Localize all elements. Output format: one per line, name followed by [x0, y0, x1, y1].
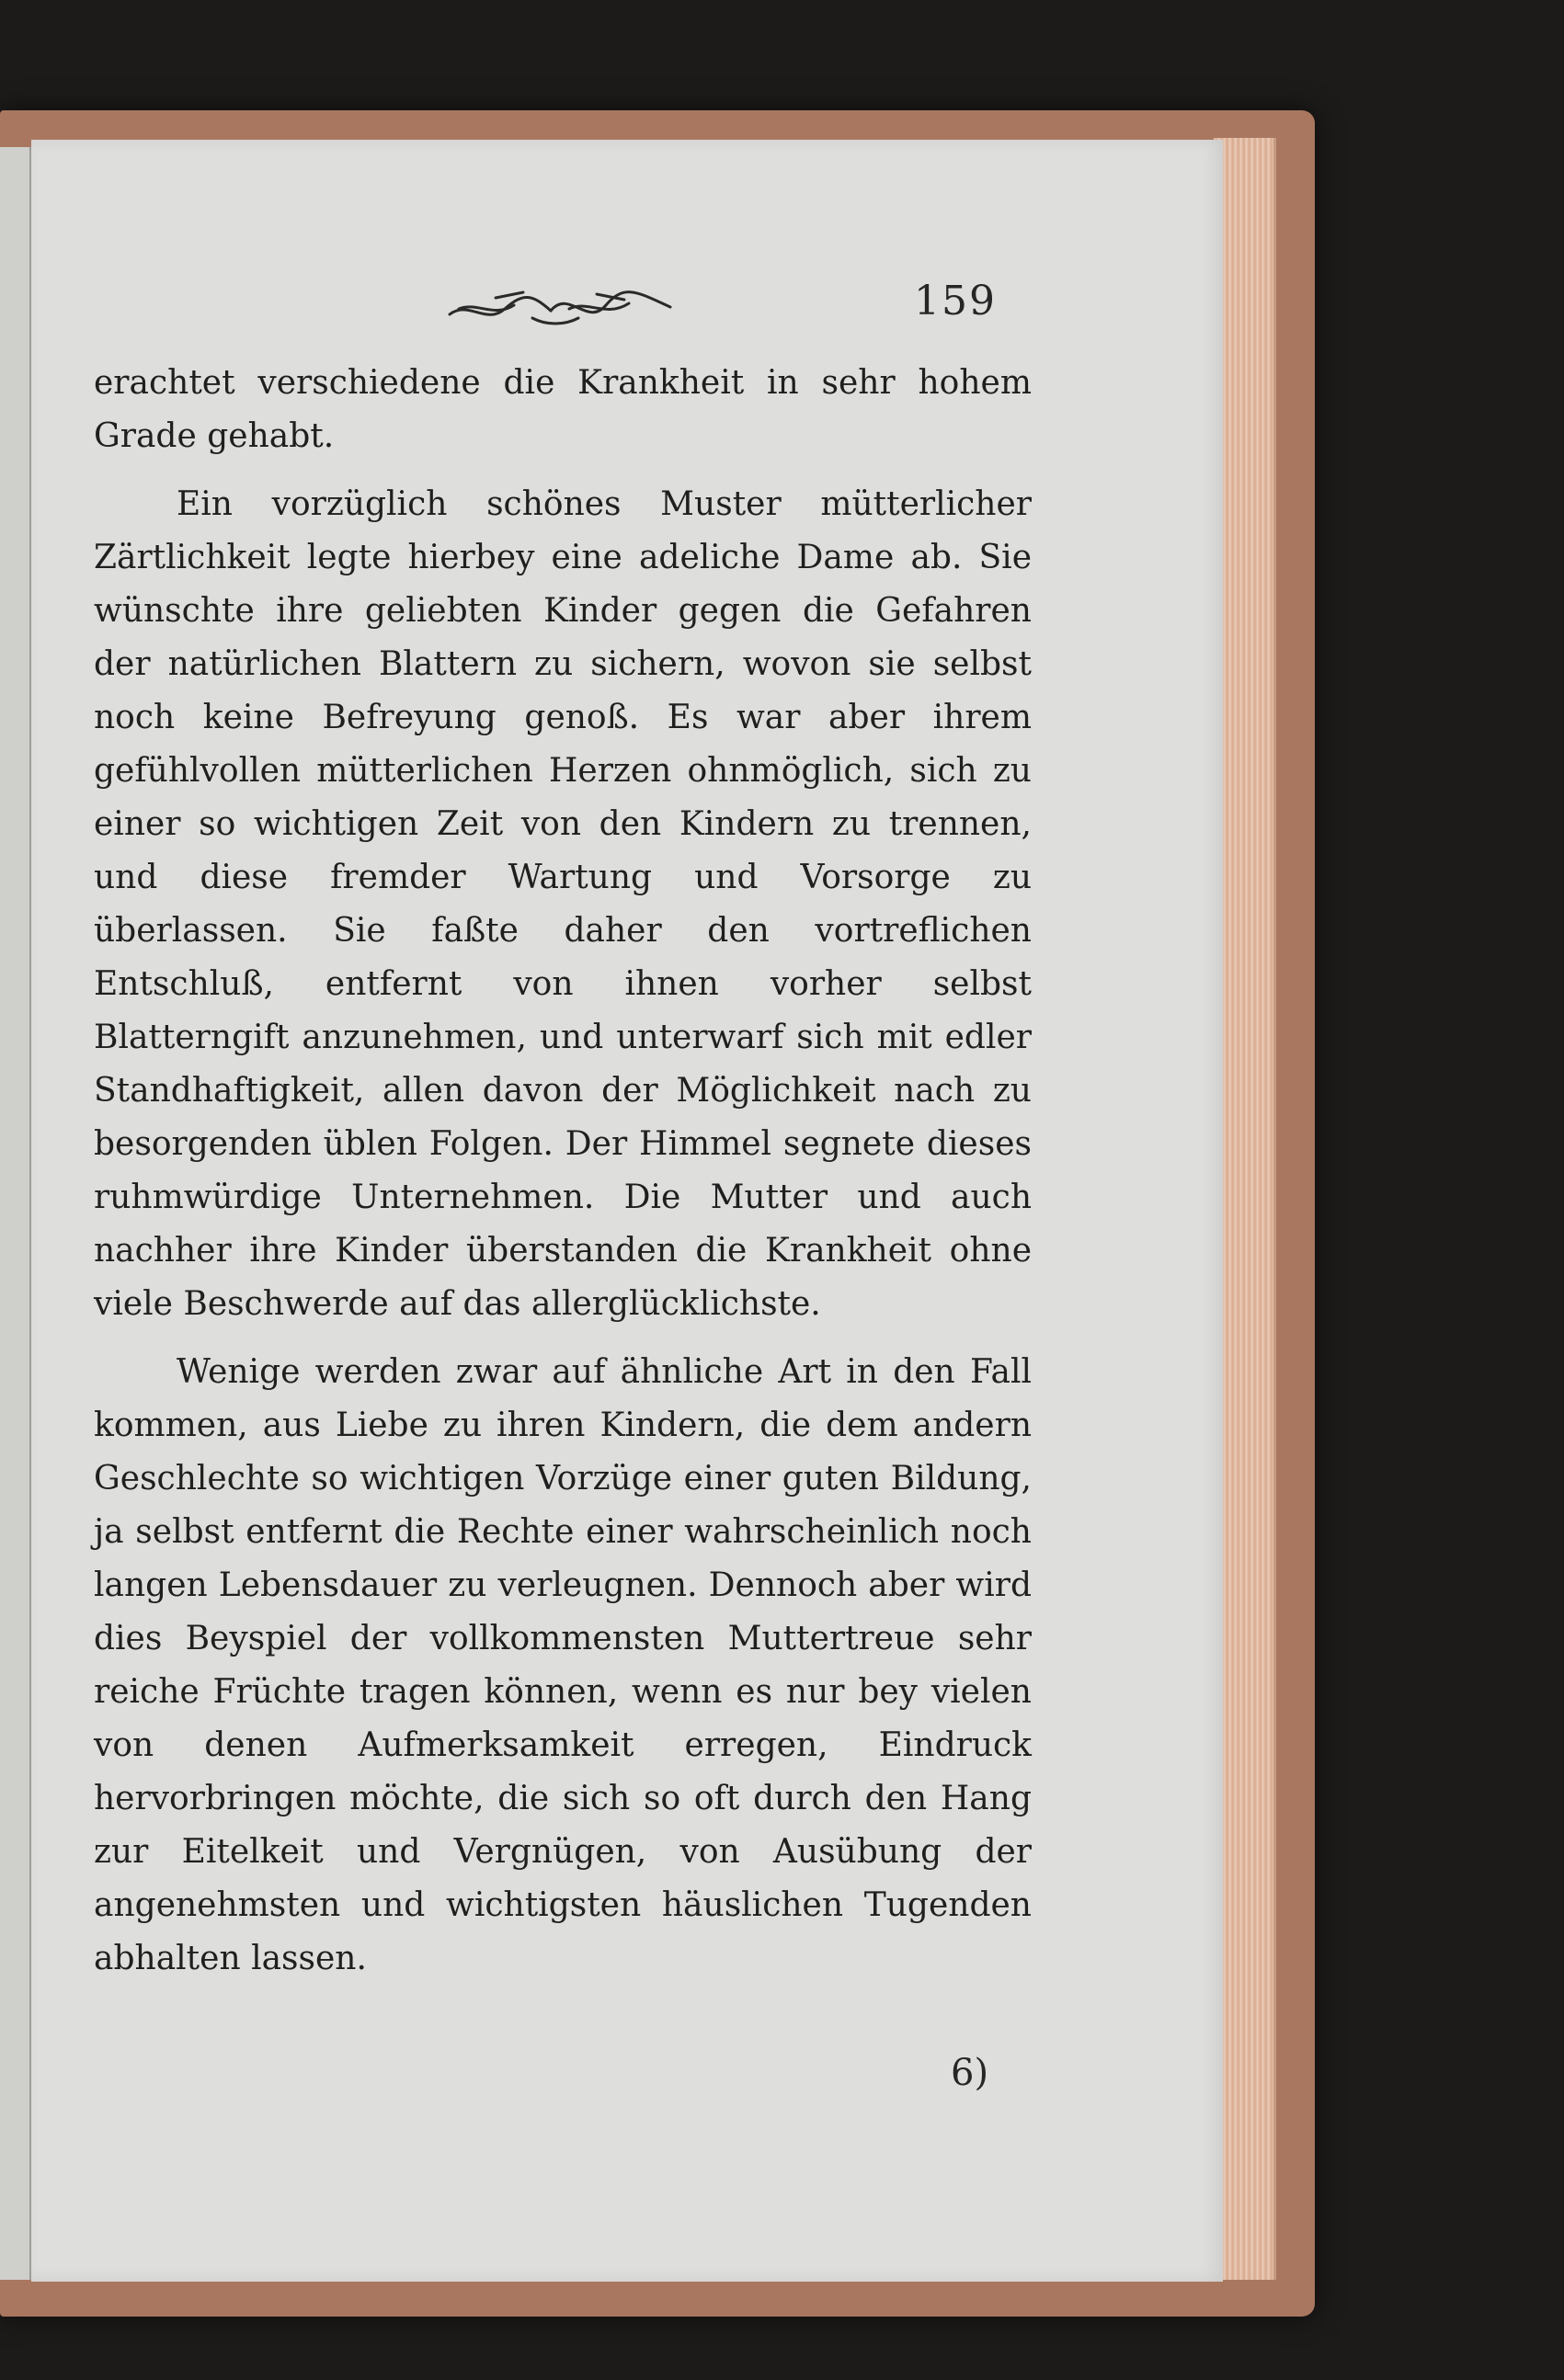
page-block-edges — [1214, 138, 1276, 2280]
paragraph: Ein vorzüglich schönes Muster mütterlicher Zärtlichkeit legte hierbey eine adeliche Dame ab. Sie wünschte ihre geliebten Kinder gegen die Gefahren der natürlichen Blattern zu sichern, wovon sie selbst noch keine Befreyung genoß. Es war aber ihrem gefühlvollen mütterlichen Herzen ohnmöglich, sich zu einer so wichtigen Zeit von den Kindern zu trennen, und diese fremder Wartung und Vorsorge zu überlassen. Sie faßte daher den vortreflichen Entschluß, entfernt von ihnen vorher selbst Blatterngift anzunehmen, und unterwarf sich mit edler Standhaftigkeit, allen davon der Möglichkeit nach zu besorgenden üblen Folgen. Der Himmel segnete dieses ruhmwürdige Unternehmen. Die Mutter und auch nachher ihre Kinder überstanden die Krankheit ohne viele Beschwerde auf das allerglücklichste. — [94, 485, 1032, 1323]
paragraph: Wenige werden zwar auf ähnliche Art in den Fall kommen, aus Liebe zu ihren Kindern, die dem andern Geschlechte so wichtigen Vorzüge einer guten Bildung, ja selbst entfernt die Rechte einer wahrscheinlich noch langen Lebensdauer zu verleugnen. Dennoch aber wird dies Beyspiel der vollkommensten Muttertreue sehr reiche Früchte tragen können, wenn es nur bey vielen von denen Aufmerksamkeit erregen, Eindruck hervorbringen möchte, die sich so oft durch den Hang zur Eitelkeit und Vergnügen, von Ausübung der angenehmsten und wichtigsten häuslichen Tugenden abhalten lassen. — [94, 1353, 1032, 1977]
book-page — [31, 140, 1223, 2282]
body-text — [94, 357, 1032, 1986]
previous-page-edge — [0, 147, 31, 2280]
page-number: 159 — [914, 278, 997, 325]
paragraph: erachtet verschiedene die Krankheit in sehr hohem Grade gehabt. — [94, 364, 1032, 455]
catchword: 6) — [951, 2052, 989, 2094]
decorative-scroll-ornament-icon — [440, 281, 679, 331]
